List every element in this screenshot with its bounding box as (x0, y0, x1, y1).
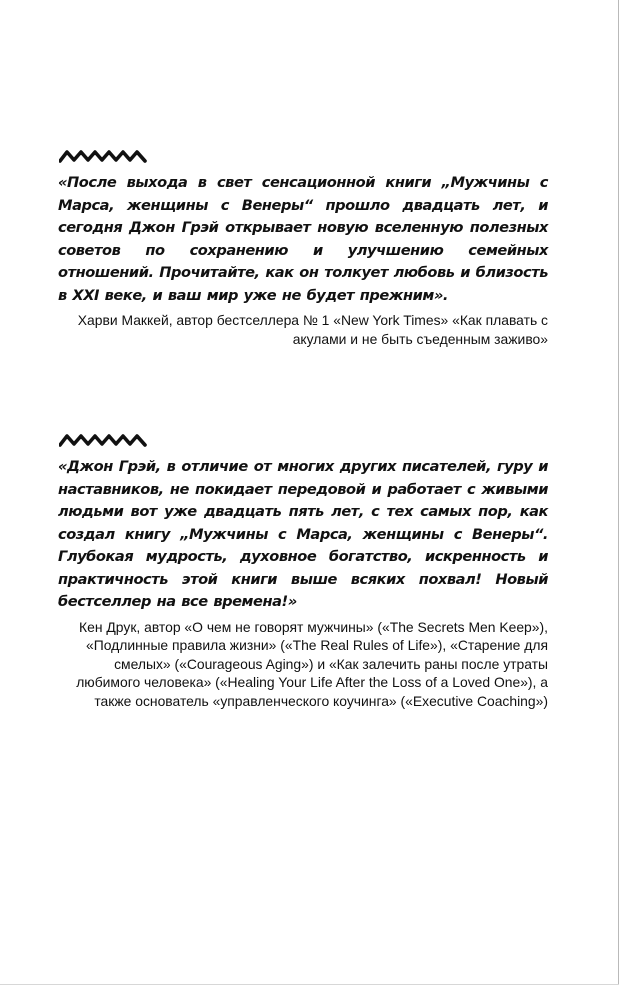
testimonial-1 (58, 148, 548, 348)
zigzag-ornament-icon (59, 432, 147, 448)
testimonial-2 (58, 432, 548, 710)
page-bottom-edge (0, 984, 619, 985)
zigzag-ornament-icon (59, 148, 147, 164)
testimonial-quote: «После выхода в свет сенсационной книги „Мужчины с Марса, женщины с Венеры“ прошло двадцать лет, и сегодня Джон Грэй открывает новую вселенную полезных советов по сохранению и улучшению семейных отношений. Прочитайте, как он толкует любовь и близость в XXI веке, и ваш мир уже не будет прежним». (58, 174, 548, 304)
testimonial-attribution: Харви Маккей, автор бестселлера № 1 «New York Times» «Как плавать с акулами и не быть съеденным заживо» (77, 312, 548, 347)
testimonial-attribution: Кен Друк, автор «О чем не говорят мужчины» («The Secrets Men Keep»), «Подлинные правила жизни» («The Real Rules of Life»), «Старение для смелых» («Courageous Aging») и «Как залечить раны после утраты любимого человека» («Healing Your Life After the Loss of a Loved One»), а также основатель «управленческого коучинга» («Executive Coaching») (76, 618, 548, 709)
testimonial-quote: «Джон Грэй, в отличие от многих других писателей, гуру и наставников, не покидает передовой и работает с живыми людьми вот уже двадцать пять лет, с тех самых пор, как создал книгу „Мужчины с Марса, женщины с Венеры“. Глубокая мудрость, духовное богатство, искренность и практичность этой книги выше всяких похвал! Новый бестселлер на все времена!» (58, 458, 548, 610)
